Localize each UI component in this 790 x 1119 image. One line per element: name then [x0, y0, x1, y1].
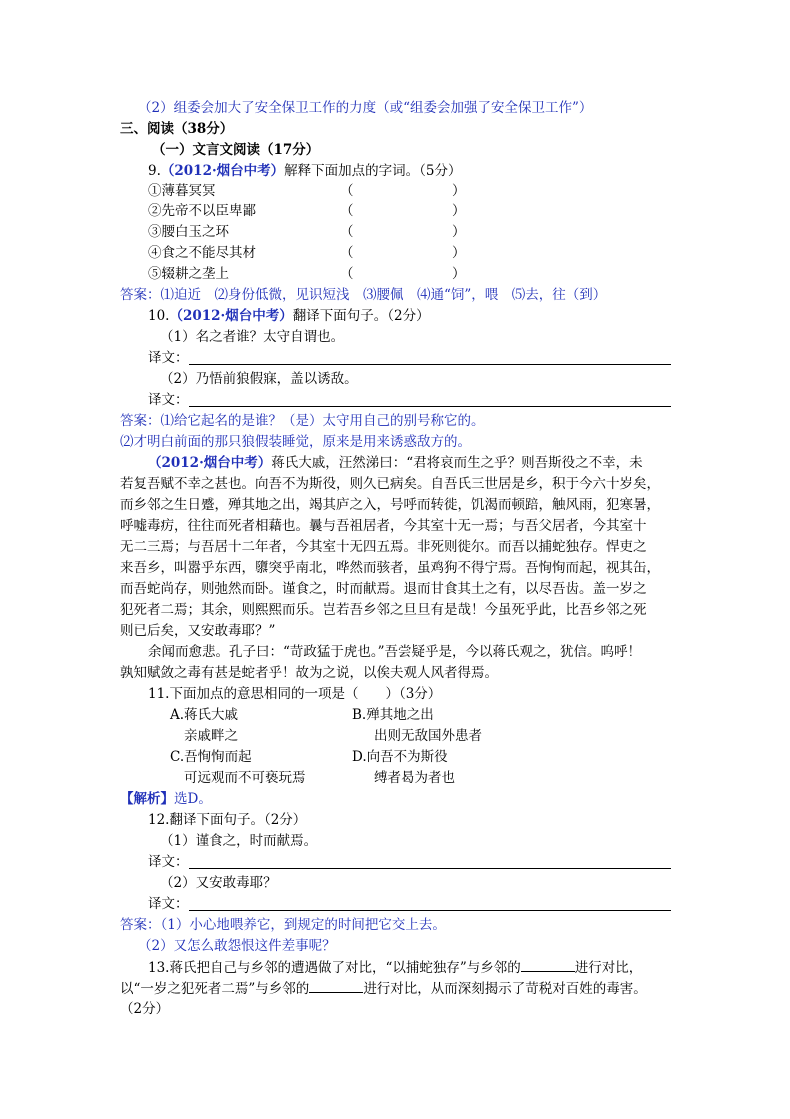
- question-9: [148, 161, 462, 181]
- source-tag: （2012·烟台中考）: [160, 163, 285, 179]
- q11-answer: [120, 789, 212, 809]
- answer-paren-close: ）: [452, 245, 466, 261]
- q12-answer-1: 答案：（1）小心地喂养它，到规定的时间把它交上去。: [120, 917, 446, 933]
- q11-option-a: A.蒋氏大戚: [170, 707, 239, 723]
- q11-option-c-sub: 可远观而不可亵玩焉: [184, 770, 306, 786]
- fill-blank-1[interactable]: [521, 957, 575, 972]
- question-13-line-1: [148, 957, 642, 978]
- q9-answer: 答案：⑴迫近 ⑵身份低微，见识短浅 ⑶腰佩 ⑷通“饲”，喂 ⑸去，往（到）: [120, 287, 607, 303]
- passage-line-1: [148, 453, 643, 473]
- q11-option-b-sub: 出则无敌国外患者: [374, 728, 482, 744]
- translation-label: 译文：: [148, 350, 189, 366]
- translation-label: 译文：: [148, 854, 189, 870]
- passage-line: 则已后矣，又安敢毒耶？”: [120, 623, 276, 639]
- question-12: 12.翻译下面句子。（2分）: [148, 812, 307, 828]
- top-answer-line: （2）组委会加大了安全保卫工作的力度（或“组委会加强了安全保卫工作”）: [138, 100, 593, 116]
- q11-option-b: B.殚其地之出: [352, 707, 434, 723]
- analysis-text: 选D。: [174, 791, 212, 807]
- question-text: 进行对比，: [574, 960, 643, 976]
- q12-answer-2: （2）又怎么敢怨恨这件差事呢？: [138, 938, 336, 954]
- question-13-line-2: [120, 978, 647, 999]
- question-text: 以“一岁之犯死者二焉”与乡邻的: [120, 981, 310, 997]
- q11-option-d-sub: 缚者曷为者也: [374, 770, 455, 786]
- passage-line: 来吾乡，叫嚣乎东西，隳突乎南北，哗然而骇者，虽鸡狗不得宁焉。吾恂恂而起，视其缶，: [120, 560, 660, 576]
- translation-blank-line[interactable]: [189, 406, 671, 407]
- q11-option-a-sub: 亲戚畔之: [184, 728, 238, 744]
- q10-answer-1: 答案：⑴给它起名的是谁？（是）太守用自己的别号称它的。: [120, 413, 485, 429]
- passage-text: 蒋氏大戚，汪然涕曰：“君将哀而生之乎？则吾斯役之不幸，未: [271, 455, 643, 471]
- question-prompt: 解释下面加点的字词。（5分）: [284, 163, 462, 179]
- answer-paren-open: （: [340, 203, 354, 219]
- passage-line: 若复吾赋不幸之甚也。向吾不为斯役，则久已病矣。自吾氏三世居是乡，积于今六十岁矣，: [120, 476, 660, 492]
- passage-line: 孰知赋敛之毒有甚是蛇者乎！故为之说，以俟夫观人风者得焉。: [120, 665, 498, 681]
- passage-line: 犯死者二焉；其余，则熙熙而乐。岂若吾乡邻之旦旦有是哉！今虽死乎此，比吾乡邻之死: [120, 602, 647, 618]
- q9-item-5: ⑤辍耕之垄上: [148, 266, 229, 282]
- answer-paren-close: ）: [452, 183, 466, 199]
- subsection-heading: （一）文言文阅读（17分）: [152, 142, 320, 158]
- translation-blank-line[interactable]: [189, 868, 671, 869]
- answer-paren-close: ）: [452, 266, 466, 282]
- passage-line: 无二三焉；与吾居十二年者，今其室十无四五焉。非死则徙尔。而吾以捕蛇独存。悍吏之: [120, 539, 647, 555]
- question-13-line-3: （2分）: [120, 1001, 170, 1017]
- source-tag: （2012·烟台中考）: [148, 455, 272, 471]
- translation-label: 译文：: [148, 896, 189, 912]
- section-heading: 三、阅读（38分）: [120, 121, 234, 137]
- q9-item-3: ③腰白玉之环: [148, 224, 229, 240]
- passage-line: 而乡邻之生日蹙，殚其地之出，竭其庐之入，号呼而转徙，饥渴而顿踣，触风雨，犯寒暑，: [120, 497, 660, 513]
- source-tag: （2012·烟台中考）: [169, 308, 293, 324]
- passage-line: 余闻而愈悲。孔子曰：“苛政猛于虎也。”吾尝疑乎是，今以蒋氏观之，犹信。呜呼！: [148, 644, 642, 660]
- answer-paren-open: （: [340, 266, 354, 282]
- fill-blank-2[interactable]: [309, 978, 363, 993]
- question-text: 13.蒋氏把自己与乡邻的遭遇做了对比，“以捕蛇独存”与乡邻的: [148, 960, 521, 976]
- passage-line: 呼嘘毒疠，往往而死者相藉也。曩与吾祖居者，今其室十无一焉；与吾父居者，今其室十: [120, 518, 647, 534]
- question-10: [148, 306, 430, 326]
- answer-paren-close: ）: [452, 203, 466, 219]
- answer-paren-open: （: [340, 183, 354, 199]
- answer-paren-close: ）: [452, 224, 466, 240]
- q10-sentence-2: （2）乃悟前狼假寐，盖以诱敌。: [160, 371, 358, 387]
- q9-item-2: ②先帝不以臣卑鄙: [148, 203, 256, 219]
- question-text: 进行对比，从而深刻揭示了苛税对百姓的毒害。: [363, 981, 647, 997]
- q12-sentence-1: （1）谨食之，时而献焉。: [160, 833, 318, 849]
- passage-line: 而吾蛇尚存，则弛然而卧。谨食之，时而献焉。退而甘食其土之有，以尽吾齿。盖一岁之: [120, 581, 647, 597]
- answer-paren-open: （: [340, 245, 354, 261]
- question-number: 10.: [148, 308, 170, 324]
- question-prompt: 翻译下面句子。（2分）: [292, 308, 430, 324]
- translation-blank-line[interactable]: [189, 910, 671, 911]
- answer-paren-open: （: [340, 224, 354, 240]
- q11-option-c: C.吾恂恂而起: [170, 749, 252, 765]
- translation-blank-line[interactable]: [189, 364, 671, 365]
- analysis-label: 【解析】: [120, 791, 174, 807]
- translation-label: 译文：: [148, 392, 189, 408]
- q12-sentence-2: （2）又安敢毒耶？: [160, 875, 277, 891]
- q9-item-1: ①薄暮冥冥: [148, 183, 216, 199]
- q9-item-4: ④食之不能尽其材: [148, 245, 256, 261]
- question-11: 11.下面加点的意思相同的一项是（ ）（3分）: [148, 686, 442, 702]
- q10-answer-2: ⑵才明白前面的那只狼假装睡觉，原来是用来诱惑敌方的。: [120, 434, 471, 450]
- q11-option-d: D.向吾不为斯役: [352, 749, 448, 765]
- q10-sentence-1: （1）名之者谁？太守自谓也。: [160, 329, 345, 345]
- question-number: 9.: [148, 163, 161, 179]
